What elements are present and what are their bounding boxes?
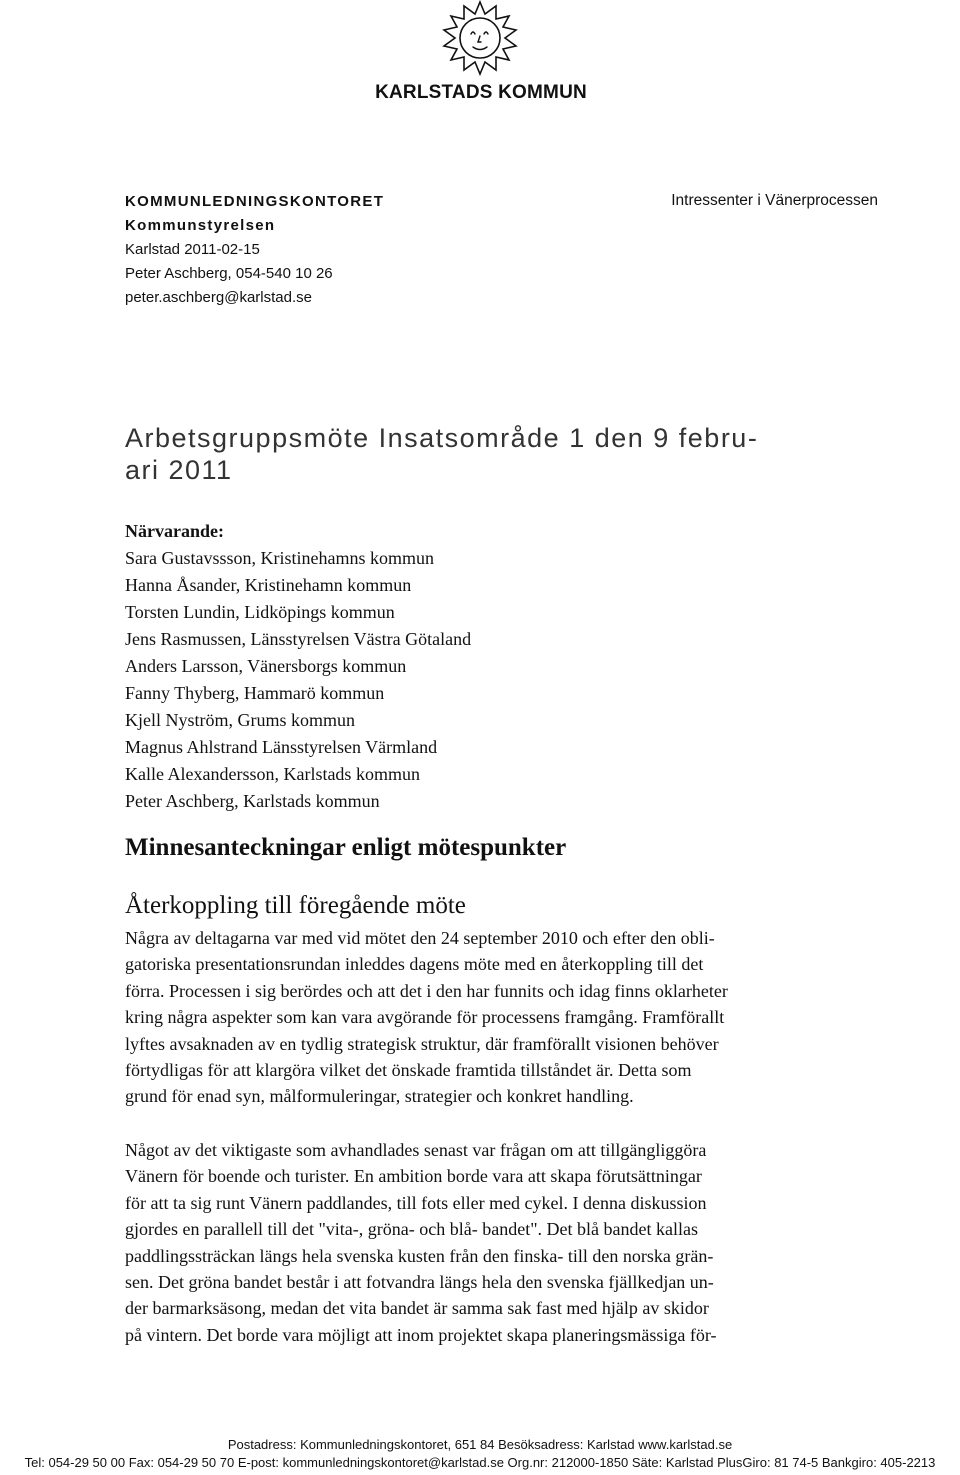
board-name: Kommunstyrelsen [125, 217, 276, 234]
document-title [125, 422, 825, 486]
department-name: KOMMUNLEDNINGSKONTORET [125, 193, 385, 210]
attendee: Kjell Nyström, Grums kommun [125, 710, 355, 730]
attendee: Hanna Åsander, Kristinehamn kommun [125, 575, 412, 595]
title-line: ari 2011 [125, 455, 233, 485]
sender-block [125, 190, 384, 310]
text-line: gjordes en parallell till det "vita-, gröna- och blå- bandet". Det blå bandet kallas [125, 1219, 698, 1240]
attendee: Jens Rasmussen, Länsstyrelsen Västra Götaland [125, 629, 472, 649]
text-line: Något av det viktigaste som avhandlades senast var frågan om att tillgängliggöra [125, 1140, 707, 1160]
attendee: Magnus Ahlstrand Länsstyrelsen Värmland [125, 737, 438, 757]
text-line: gatoriska presentationsrundan inleddes dagens möte med en återkoppling till det [125, 954, 704, 975]
municipality-logo [360, 0, 600, 108]
attendees-list [125, 518, 471, 815]
text-line: kring några aspekter som kan vara avgörande för processens framgång. Framförallt [125, 1007, 725, 1028]
text-line: Några av deltagarna var med vid mötet den 24 september 2010 och efter den obli- [125, 928, 715, 948]
attendee: Torsten Lundin, Lidköpings kommun [125, 602, 395, 622]
text-line: sen. Det gröna bandet består i att fotvandra längs hela den svenska fjällkedjan un- [125, 1272, 714, 1293]
attendee: Anders Larsson, Vänersborgs kommun [125, 656, 407, 676]
text-line: paddlingssträckan längs hela svenska kusten från den finska- till den norska grän- [125, 1245, 714, 1266]
sun-emblem-icon [438, 0, 522, 80]
sender-contact: Peter Aschberg, 054-540 10 26 [125, 265, 333, 282]
attendee: Kalle Alexandersson, Karlstads kommun [125, 764, 420, 784]
notes-heading: Minnesanteckningar enligt mötespunkter [125, 834, 567, 861]
text-line: grund för enad syn, målformuleringar, strategier och konkret handling. [125, 1086, 634, 1107]
footer-address: Postadress: Kommunledningskontoret, 651 84 Besöksadress: Karlstad www.karlstad.se [227, 1437, 733, 1452]
attendee: Fanny Thyberg, Hammarö kommun [125, 683, 385, 703]
text-line: på vintern. Det borde vara möjligt att inom projektet skapa planeringsmässiga för- [125, 1324, 717, 1345]
place-date: Karlstad 2011-02-15 [125, 241, 260, 258]
text-line: der barmarksäsong, medan det vita bandet är samma sak fast med hjälp av skidor [125, 1298, 709, 1319]
paragraph-accessibility [125, 1137, 835, 1348]
footer-contact: Tel: 054-29 50 00 Fax: 054-29 50 70 E-post: kommunledningskontoret@karlstad.se Org.nr: 212000-1850 Säte: Karlstad PlusGiro: 81 74-5 Bankgiro: 405-2213 [24, 1455, 936, 1470]
feedback-heading: Återkoppling till föregående möte [125, 892, 466, 919]
text-line: förtydligas för att klargöra vilket det önskade framtida tillståndet är. Detta som [125, 1060, 692, 1081]
attendee: Sara Gustavssson, Kristinehamns kommun [125, 548, 434, 568]
paragraph-feedback [125, 925, 835, 1110]
title-line: Arbetsgruppsmöte Insatsområde 1 den 9 febru- [125, 423, 759, 453]
text-line: för att ta sig runt Vänern paddlandes, till fots eller med cykel. I denna diskussion [125, 1192, 707, 1213]
attendee: Peter Aschberg, Karlstads kommun [125, 791, 380, 811]
text-line: lyftes avsaknaden av en tydlig strategisk struktur, där framförallt visionen behöver [125, 1033, 719, 1054]
text-line: Vänern för boende och turister. En ambition borde vara att skapa förutsättningar [125, 1166, 702, 1187]
recipient: Intressenter i Vänerprocessen [671, 192, 878, 209]
text-line: förra. Processen i sig berördes och att det i den har funnits och idag finns oklarheter [125, 980, 728, 1001]
sender-email: peter.aschberg@karlstad.se [125, 289, 312, 306]
logo-wordmark: KARLSTADS KOMMUN [375, 82, 587, 103]
attendees-label: Närvarande: [125, 521, 224, 541]
